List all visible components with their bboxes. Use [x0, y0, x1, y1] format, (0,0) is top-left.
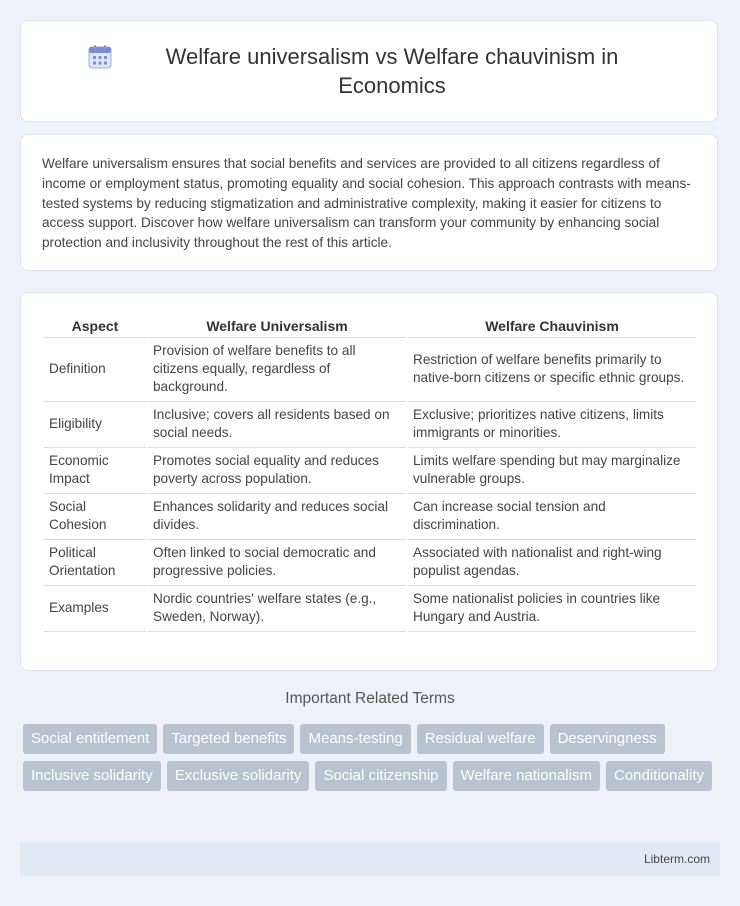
table-row — [44, 586, 696, 632]
row-universalism: Provision of welfare benefits to all citizens equally, regardless of background. — [148, 338, 406, 402]
tag-deservingness[interactable]: Deservingness — [550, 724, 665, 754]
table-header-row — [44, 315, 696, 338]
row-universalism: Nordic countries' welfare states (e.g., Sweden, Norway). — [148, 586, 406, 632]
row-chauvinism: Limits welfare spending but may marginalize vulnerable groups. — [408, 448, 696, 494]
intro-card — [20, 134, 718, 271]
row-chauvinism: Restriction of welfare benefits primarily to native-born citizens or specific ethnic groups. — [408, 338, 696, 402]
page-title: Welfare universalism vs Welfare chauvinism in Economics — [165, 44, 619, 98]
intro-paragraph: Welfare universalism ensures that social benefits and services are provided to all citizens regardless of income or employment status, promoting equality and social cohesion. This approach contrasts with means-tested systems by reducing stigmatization and administrative complexity, making it easier for citizens to access support. Discover how welfare universalism can transform your community by enhancing social protection and inclusivity throughout the rest of this article. — [42, 156, 691, 251]
row-universalism: Enhances solidarity and reduces social divides. — [148, 494, 406, 540]
table-row — [44, 338, 696, 402]
tag-targeted-benefits[interactable]: Targeted benefits — [163, 724, 294, 754]
row-chauvinism: Can increase social tension and discrimination. — [408, 494, 696, 540]
tag-social-citizenship[interactable]: Social citizenship — [315, 761, 446, 791]
row-aspect: Examples — [44, 586, 146, 632]
table-row — [44, 540, 696, 586]
table-row — [44, 448, 696, 494]
comparison-card — [20, 292, 718, 671]
header-card — [20, 20, 718, 122]
calendar-icon — [86, 43, 114, 71]
row-chauvinism: Exclusive; prioritizes native citizens, limits immigrants or minorities. — [408, 402, 696, 448]
row-chauvinism: Some nationalist policies in countries like Hungary and Austria. — [408, 586, 696, 632]
header-universalism: Welfare Universalism — [148, 315, 406, 338]
row-chauvinism: Associated with nationalist and right-wing populist agendas. — [408, 540, 696, 586]
related-terms-title: Important Related Terms — [285, 690, 455, 707]
table-row — [44, 494, 696, 540]
row-aspect: Economic Impact — [44, 448, 146, 494]
row-aspect: Social Cohesion — [44, 494, 146, 540]
row-aspect: Eligibility — [44, 402, 146, 448]
header-aspect: Aspect — [44, 315, 146, 338]
row-aspect: Definition — [44, 338, 146, 402]
tag-inclusive-solidarity[interactable]: Inclusive solidarity — [23, 761, 161, 791]
footer-site-link[interactable]: Libterm.com — [643, 852, 710, 866]
comparison-table — [42, 315, 698, 632]
tag-residual-welfare[interactable]: Residual welfare — [417, 724, 544, 754]
header-chauvinism: Welfare Chauvinism — [408, 315, 696, 338]
tag-conditionality[interactable]: Conditionality — [606, 761, 712, 791]
row-universalism: Often linked to social democratic and progressive policies. — [148, 540, 406, 586]
tag-welfare-nationalism[interactable]: Welfare nationalism — [453, 761, 600, 791]
row-universalism: Inclusive; covers all residents based on social needs. — [148, 402, 406, 448]
footer — [20, 842, 720, 876]
tag-exclusive-solidarity[interactable]: Exclusive solidarity — [167, 761, 310, 791]
tag-social-entitlement[interactable]: Social entitlement — [23, 724, 157, 754]
table-row — [44, 402, 696, 448]
row-universalism: Promotes social equality and reduces poverty across population. — [148, 448, 406, 494]
row-aspect: Political Orientation — [44, 540, 146, 586]
tag-means-testing[interactable]: Means-testing — [300, 724, 410, 754]
related-terms-list — [23, 724, 713, 791]
